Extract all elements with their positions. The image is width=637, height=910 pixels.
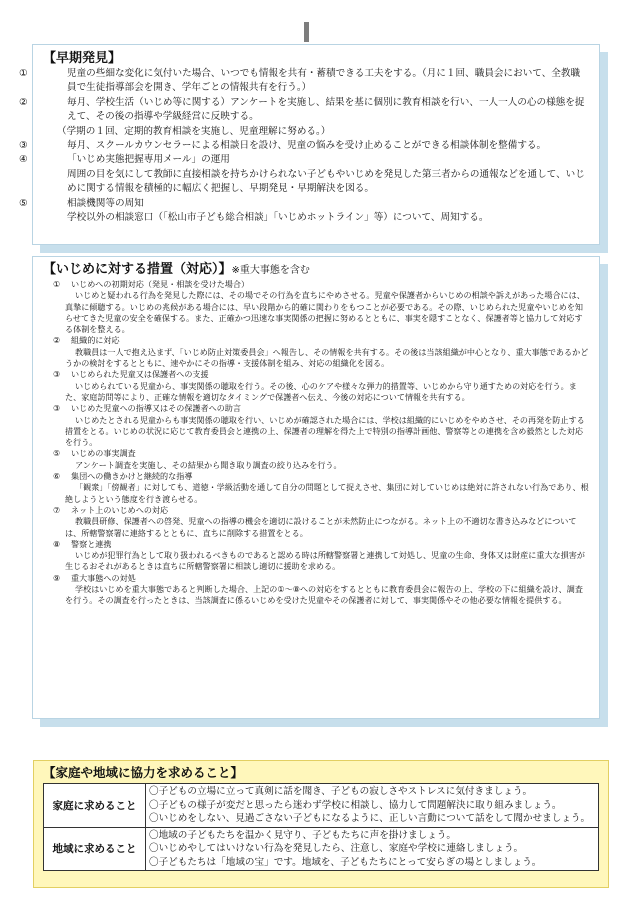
measures-title: 【いじめに対する措置（対応）】 <box>43 262 232 277</box>
measure-heading-text: ネット上のいじめへの対応 <box>71 504 169 515</box>
cooperation-line: 〇子どもの立場に立って真剣に話を聞き、子どもの寂しさやストレスに気付きましょう。 <box>149 786 533 797</box>
measure-heading <box>43 505 589 516</box>
measures-panel <box>32 256 600 719</box>
early-item-detail: 学校以外の相談窓口（「松山市子ども総合相談」「いじめホットライン」等）について、周知する。 <box>67 212 489 224</box>
measure-heading <box>43 539 589 550</box>
early-item <box>19 96 589 125</box>
measure-heading-text: いじめた児童への指導又はその保護者への助言 <box>71 403 241 414</box>
item-text: 相談機関等の周知 <box>67 197 144 209</box>
measure-heading-text: いじめの事実調査 <box>71 448 136 459</box>
measure-heading <box>43 471 589 482</box>
measure-number: ① <box>53 279 61 289</box>
early-detection-title: 【早期発見】 <box>43 51 122 66</box>
early-item <box>19 153 589 167</box>
cooperation-table <box>43 783 599 871</box>
measure-heading <box>43 403 589 414</box>
measure-body: いじめたとされる児童からも事実関係の聴取を行い、いじめが確認された場合には、学校は組織的にいじめをやめさせ、その再発を防止する措置をとる。いじめの状況に応じて教育委員会と連携の上、保護者の理解を得た上で特別の指導計画他、警察等との連携を含め毅然とした対応を行う。 <box>65 414 585 448</box>
item-number: ⑤ <box>19 197 28 209</box>
cooperation-line: 〇いじめをしない、見過ごさない子どもになるように、正しい言動について話をして聞かせましょう。 <box>149 813 591 824</box>
item-text: 毎月、学校生活（いじめ等に関する）アンケートを実施し、結果を基に個別に教育相談を行い、一人一人の心の様態を捉えて、その後の指導や学級経営に反映する。 <box>67 96 585 123</box>
measure-body: いじめが犯罪行為として取り扱われるべきものであると認める時は所轄警察署と連携して対処し、児童の生命、身体又は財産に重大な損害が生じるおそれがあるときは直ちに所轄警察署に相談し適切に援助を求める。 <box>65 550 585 572</box>
top-divider <box>304 22 309 42</box>
measure-body: 「観衆」「傍観者」に対しても、道徳・学級活動を通して自分の問題として捉えさせ、集団に対していじめは絶対に許されない行為であり、根絶しようという態度を行き渡らせる。 <box>65 482 589 504</box>
measure-heading-text: いじめられた児童又は保護者への支援 <box>71 369 209 380</box>
measures-title-row <box>43 261 589 279</box>
measure-heading-text: 重大事態への対処 <box>71 572 136 583</box>
measure-number: ⑨ <box>53 572 61 583</box>
measure-heading <box>43 335 589 346</box>
cooperation-lines <box>146 784 599 828</box>
cooperation-line: 〇いじめやしてはいけない行為を発見したら、注意し、家庭や学校に連絡しましょう。 <box>149 843 524 854</box>
early-detection-panel <box>19 44 600 245</box>
early-item <box>19 67 589 96</box>
cooperation-line: 〇地域の子どもたちを温かく見守り、子どもたちに声を掛けましょう。 <box>149 829 456 841</box>
measure-number: ⑤ <box>53 448 61 459</box>
measure-heading-text: 警察と連携 <box>71 538 112 549</box>
cooperation-lines <box>146 827 599 871</box>
measure-heading <box>43 573 589 584</box>
early-item <box>19 139 589 153</box>
cooperation-line: 〇子どもの様子が変だと思ったら迷わず学校に相談し、協力して問題解決に取り組みましょう。 <box>149 799 562 811</box>
measure-body: いじめと疑われる行為を発見した際には、その場でその行為を直ちにやめさせる。児童や保護者からいじめの相談や訴えがあった場合には、真摯に傾聴する。いじめの兆候がある場合には、早い段階から的確に関わりをもつことが必要である。その際、いじめられた児童やいじめを知らせてきた児童の安全を確保する。また、正確かつ迅速な事実関係の把握に努めるとともに、事実を隠すことなく、保護者等と協力して対応する体制を整える。 <box>65 290 585 335</box>
measure-heading-text: 組織的に対応 <box>71 335 120 346</box>
cooperation-line: 〇子どもたちは「地域の宝」です。地域を、子どもたちにとって安らぎの場としましょう。 <box>149 856 542 868</box>
measure-number: ② <box>53 335 61 346</box>
measure-number: ③ <box>53 403 61 414</box>
measure-body: いじめられている児童から、事実関係の聴取を行う。その後、心のケアや様々な弾力的措置等、いじめから守り通すための対応を行う。また、家庭訪問等により、正確な情報を適切なタイミングで保護者へ伝え、今後の対応について情報を共有する。 <box>65 380 577 402</box>
item-text: 毎月、スクールカウンセラーによる相談日を設け、児童の悩みを受け止めることができる相談体制を整備する。 <box>67 140 547 152</box>
item-number: ④ <box>19 154 28 166</box>
cooperation-title: 【家庭や地域に協力を求めること】 <box>43 765 244 780</box>
measure-body: 教職員研修、保護者への啓発、児童への指導の機会を適切に設けることが未然防止につながる。ネット上の不適切な書き込みなどについては、所轄警察署に連絡するとともに、直ちに削除する措置をとる。 <box>65 516 577 538</box>
cooperation-label: 地域に求めること <box>44 827 146 871</box>
item-number: ③ <box>19 140 28 152</box>
item-text: 「いじめ実態把握専用メール」の運用 <box>67 154 230 166</box>
measure-heading-text: いじめへの初期対応（発見・相談を受けた場合） <box>71 279 250 289</box>
measure-heading <box>43 369 589 380</box>
early-item-detail: （学期の１回、定期的教育相談を実施し、児童理解に努める。） <box>57 125 331 137</box>
measure-heading-text: 集団への働きかけと継続的な指導 <box>71 471 193 482</box>
early-detection-list <box>19 67 589 225</box>
measures-list <box>43 279 589 607</box>
measure-number: ⑥ <box>53 471 61 482</box>
measure-body: 学校はいじめを重大事態であると判断した場合、上記の①～⑧への対応をするとともに教育委員会に報告の上、学校の下に組織を設け、調査を行う。その調査を行ったときは、当該調査に係るいじめを受けた児童やその保護者に対して、事実関係やその他必要な情報を提供する。 <box>65 584 583 606</box>
early-item-detail: 周囲の目を気にして教師に直接相談を持ちかけられない子どもやいじめを発見した第三者からの通報などを通して、いじめに関する情報を積極的に幅広く把握し、早期発見・早期解決を図る。 <box>67 168 585 195</box>
cooperation-row <box>44 827 599 871</box>
measure-heading <box>43 448 589 459</box>
item-text: 児童の些細な変化に気付いた場合、いつでも情報を共有・蓄積できる工夫をする。（月に１回、職員会において、全教職員で生徒指導部会を開き、学年ごとの情報共有を行う。） <box>67 68 581 94</box>
early-item <box>19 197 589 211</box>
cooperation-box <box>33 760 609 888</box>
item-number: ② <box>19 96 28 108</box>
measure-number: ⑧ <box>53 538 61 549</box>
measure-heading <box>43 279 589 290</box>
measure-body: アンケート調査を実施し、その結果から聞き取り調査の絞り込みを行う。 <box>75 459 342 470</box>
item-number: ① <box>19 68 28 79</box>
measure-number: ⑦ <box>53 504 61 515</box>
measures-subtitle: ※重大事態を含む <box>231 265 310 276</box>
cooperation-row <box>44 784 599 828</box>
measure-number: ③ <box>53 369 61 380</box>
cooperation-label: 家庭に求めること <box>44 784 146 828</box>
measure-body: 教職員は一人で抱え込まず、「いじめ防止対策委員会」へ報告し、その情報を共有する。その後は当該組織が中心となり、重大事態であるかどうかの検討をするとともに、速やかにその指導・支援体制を組み、対応の組織化を図る。 <box>65 346 589 369</box>
